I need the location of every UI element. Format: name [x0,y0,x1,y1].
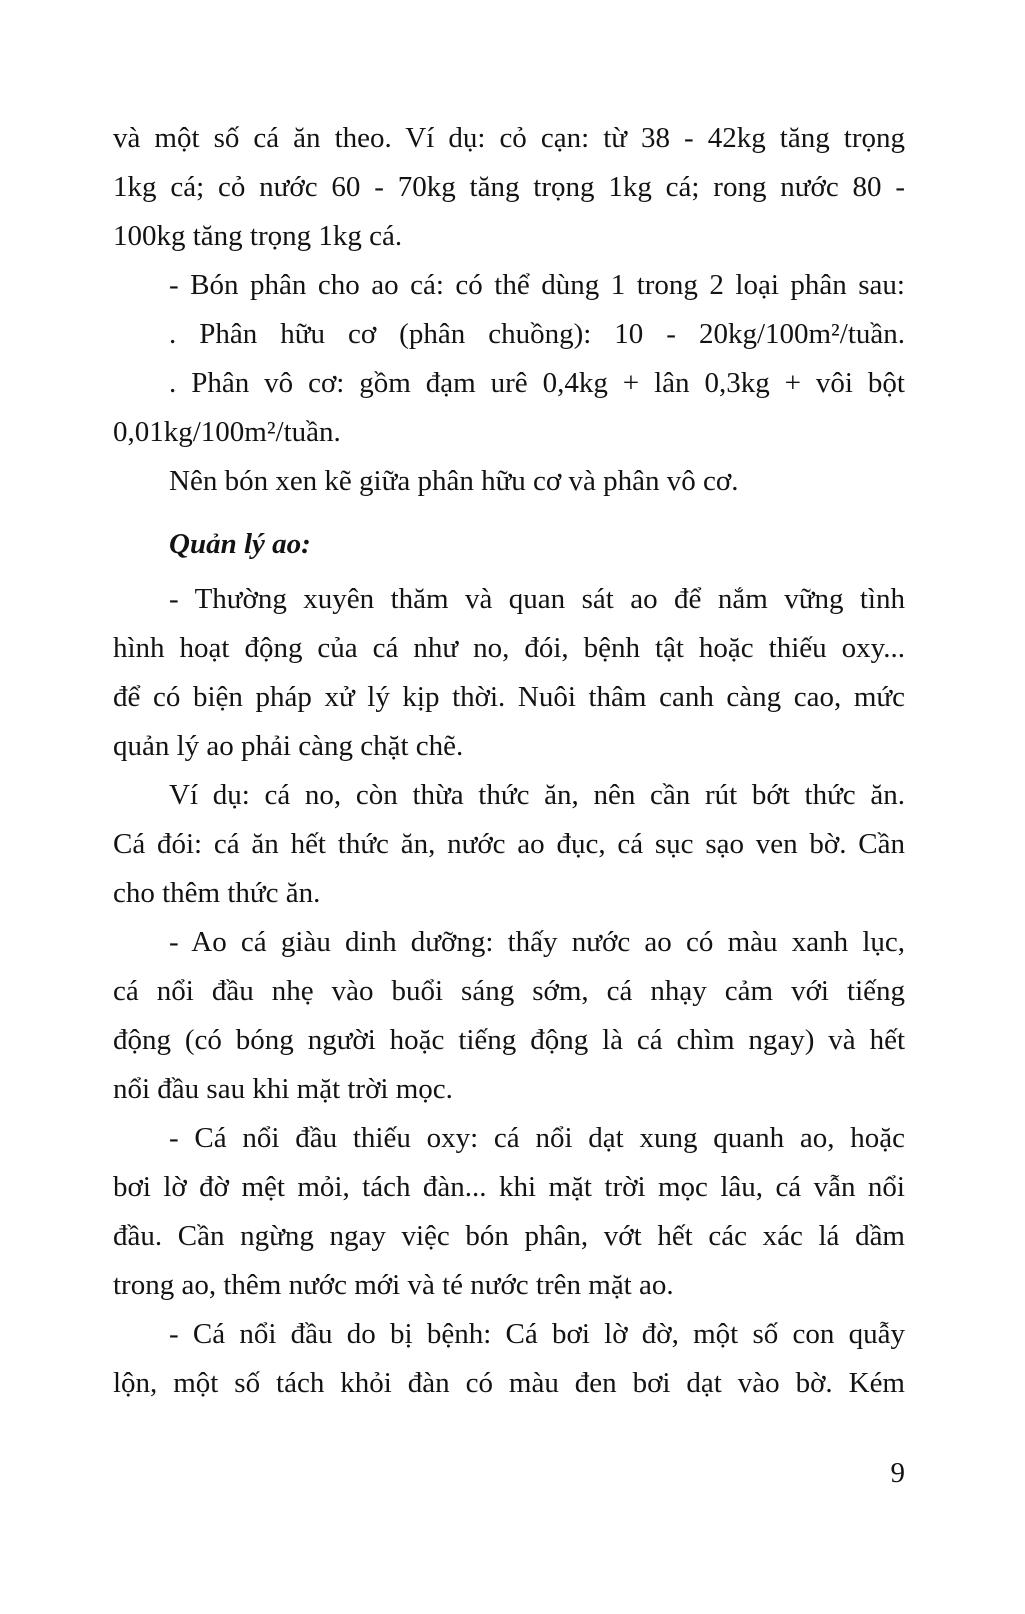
paragraph [113,457,905,506]
paragraph [113,114,905,261]
text-line: . Phân hữu cơ (phân chuồng): 10 - 20kg/100m²/tuần. [169,318,905,350]
text-line: đầu. Cần ngừng ngay việc bón phân, vớt hết các xác lá dầm [113,1220,905,1252]
paragraph [113,310,905,359]
text-line: để có biện pháp xử lý kịp thời. Nuôi thâm canh càng cao, mức [113,681,905,713]
text-line: Ví dụ: cá no, còn thừa thức ăn, nên cần rút bớt thức ăn. [169,779,905,811]
text-line: cho thêm thức ăn. [113,877,321,909]
text-line: - Thường xuyên thăm và quan sát ao để nắm vững tình [169,583,905,615]
text-line: lộn, một số tách khỏi đàn có màu đen bơi dạt vào bờ. Kém [113,1367,905,1399]
paragraph [113,1114,905,1310]
paragraph [113,359,905,457]
paragraph [113,771,905,918]
text-line: hình hoạt động của cá như no, đói, bệnh tật hoặc thiếu oxy... [113,632,905,664]
text-line: 1kg cá; cỏ nước 60 - 70kg tăng trọng 1kg cá; rong nước 80 - [113,171,905,203]
section-heading [113,520,905,569]
text-line: 0,01kg/100m²/tuần. [113,416,341,448]
text-line: nổi đầu sau khi mặt trời mọc. [113,1073,453,1105]
paragraph [113,575,905,771]
text-line: - Cá nổi đầu do bị bệnh: Cá bơi lờ đờ, một số con quẫy [169,1318,905,1350]
paragraph [113,261,905,310]
text-line: - Ao cá giàu dinh dưỡng: thấy nước ao có màu xanh lục, [169,926,905,958]
text-line: Cá đói: cá ăn hết thức ăn, nước ao đục, cá sục sạo ven bờ. Cần [113,828,905,860]
page-number: 9 [890,1457,905,1489]
text-line: Nên bón xen kẽ giữa phân hữu cơ và phân vô cơ. [169,465,739,497]
text-line: quản lý ao phải càng chặt chẽ. [113,730,464,762]
paragraph [113,1310,905,1408]
text-line: - Cá nổi đầu thiếu oxy: cá nổi dạt xung quanh ao, hoặc [169,1122,905,1154]
text-line: trong ao, thêm nước mới và té nước trên mặt ao. [113,1269,674,1301]
text-line: . Phân vô cơ: gồm đạm urê 0,4kg + lân 0,3kg + vôi bột [169,367,905,399]
page-text [113,114,905,1408]
text-line: - Bón phân cho ao cá: có thể dùng 1 trong 2 loại phân sau: [169,269,905,301]
text-line: động (có bóng người hoặc tiếng động là cá chìm ngay) và hết [113,1024,905,1056]
text-line: và một số cá ăn theo. Ví dụ: cỏ cạn: từ 38 - 42kg tăng trọng [113,122,905,154]
text-line: cá nổi đầu nhẹ vào buổi sáng sớm, cá nhạy cảm với tiếng [113,975,905,1007]
text-line: 100kg tăng trọng 1kg cá. [113,220,403,252]
paragraph [113,918,905,1114]
text-line: Quản lý ao: [169,528,311,560]
text-line: bơi lờ đờ mệt mỏi, tách đàn... khi mặt trời mọc lâu, cá vẫn nổi [113,1171,905,1203]
